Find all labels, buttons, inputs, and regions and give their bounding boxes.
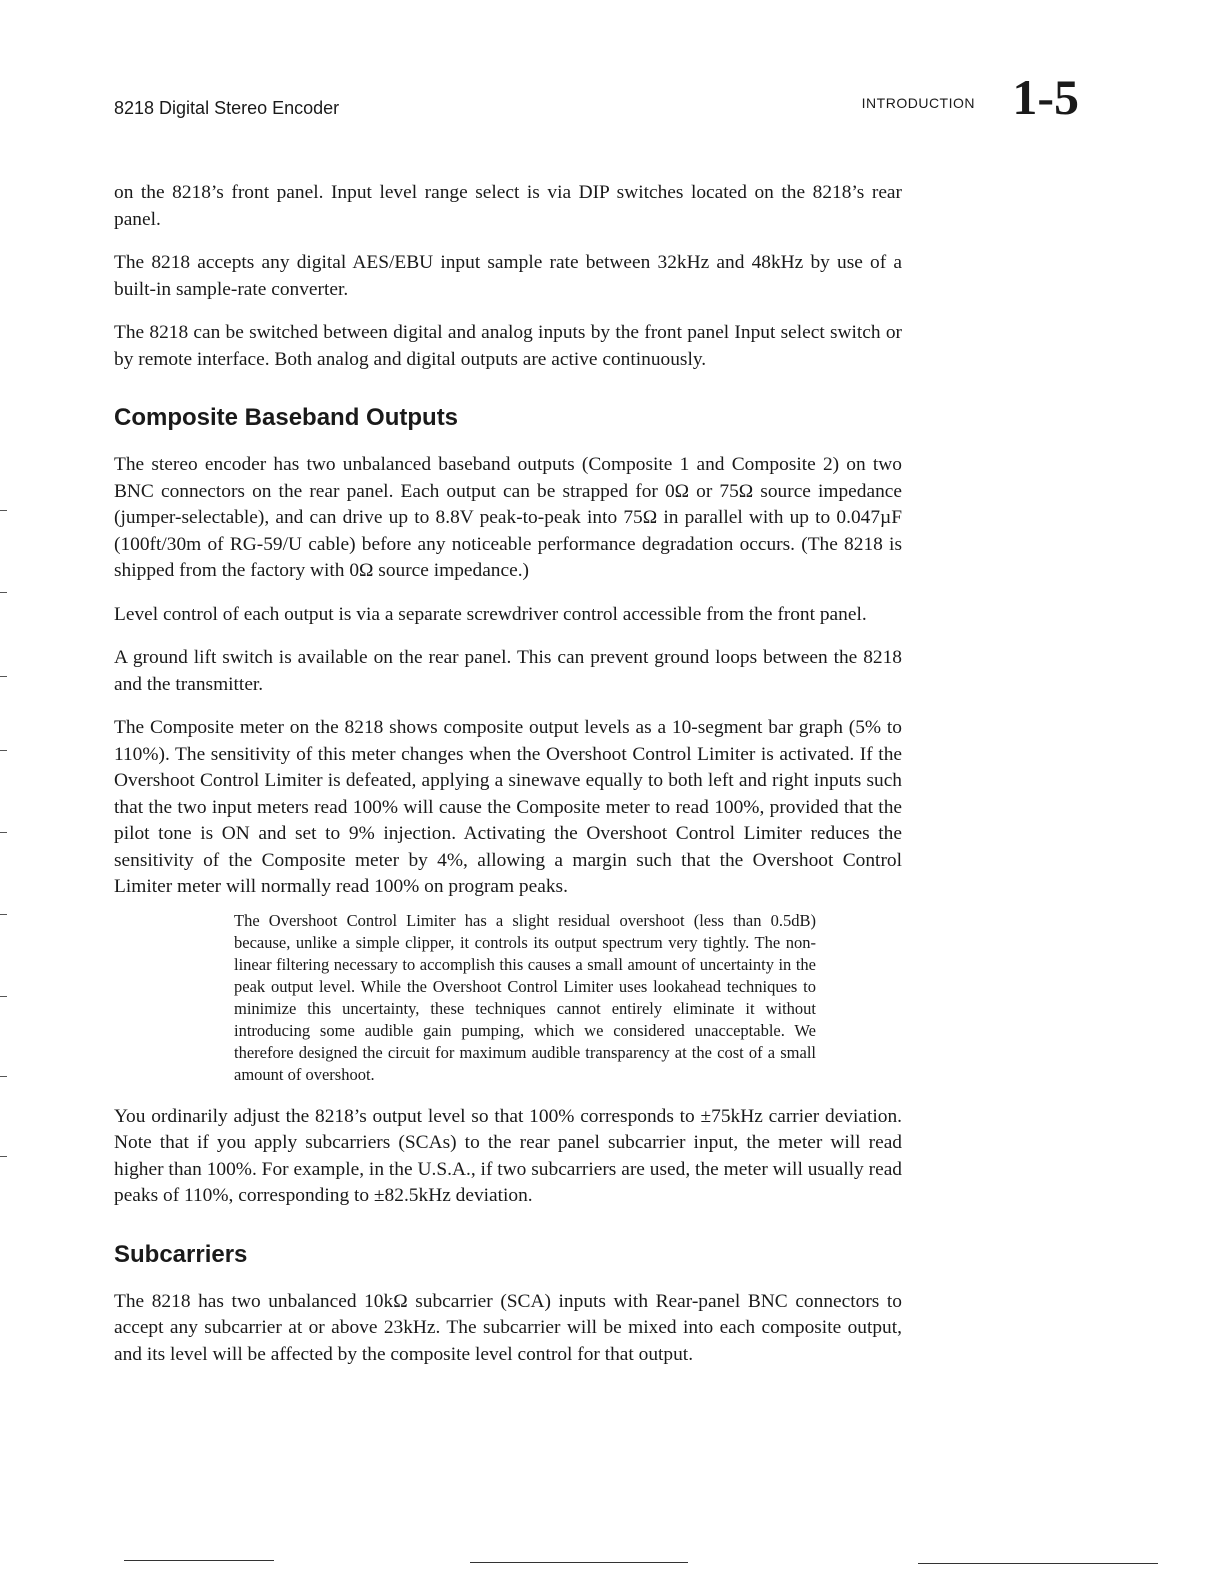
margin-tick [0,914,7,915]
intro-paragraph-3: The 8218 can be switched between digital and analog inputs by the front panel Input select switch or by remote interface. Both analog and digital outputs are active continuously. [114,322,902,370]
overshoot-note: The Overshoot Control Limiter has a slight residual overshoot (less than 0.5dB) because, unlike a simple clipper, it controls its output spectrum very tightly. The non-linear filtering necessary to accomplish this causes a small amount of uncertainty in the peak output level. While the Overshoot Control Limiter uses lookahead techniques to minimize this uncertainty, these techniques cannot entirely eliminate it without introducing some audible gain pumping, which we considered unacceptable. We therefore designed the circuit for maximum audible transparency at the cost of a small amount of overshoot. [234,910,816,1084]
composite-paragraph-1: The stereo encoder has two unbalanced baseband outputs (Composite 1 and Composite 2) on two BNC connectors on the rear panel. Each output can be strapped for 0Ω or 75Ω source impedance (jumper-selectable), and can drive up to 8.8V peak-to-peak into 75Ω in parallel with up to 0.047µF (100ft/30m of RG-59/U cable) before any noticeable performance degradation occurs. (The 8218 is shipped from the factory with 0Ω source impedance.) [114,454,902,581]
composite-heading: Composite Baseband Outputs [114,404,459,431]
intro-paragraph-2: The 8218 accepts any digital AES/EBU input sample rate between 32kHz and 48kHz by use of a built-in sample-rate converter. [114,252,902,300]
page-header [114,69,1079,128]
page-content [114,180,902,1385]
margin-tick [0,510,7,511]
composite-paragraph-3: A ground lift switch is available on the rear panel. This can prevent ground loops between the 8218 and the transmitter. [114,647,902,695]
page-number: 1-5 [1012,69,1079,125]
composite-paragraph-2: Level control of each output is via a separate screwdriver control accessible from the front panel. [114,603,867,625]
intro-paragraph-1: on the 8218’s front panel. Input level range select is via DIP switches located on the 8218’s rear panel. [114,182,902,230]
composite-paragraph-4: The Composite meter on the 8218 shows composite output levels as a 10-segment bar graph (5% to 110%). The sensitivity of this meter changes when the Overshoot Control Limiter is activated. If the Overshoot Control Limiter is defeated, applying a sinewave equally to both left and right inputs such that the two input meters read 100% will cause the Composite meter to read 100%, provided that the pilot tone is ON and set to 9% injection. Activating the Overshoot Control Limiter reduces the sensitivity of the Composite meter by 4%, allowing a margin such that the Overshoot Control Limiter meter will normally read 100% on program peaks. [114,717,902,897]
margin-tick [0,1076,7,1077]
margin-tick [0,592,7,593]
margin-tick [0,832,7,833]
section-label: INTRODUCTION [861,95,975,111]
footer-rule [470,1562,688,1563]
footer-rule [124,1560,274,1561]
margin-tick [0,1156,7,1157]
subcarriers-paragraph: The 8218 has two unbalanced 10kΩ subcarrier (SCA) inputs with Rear-panel BNC connectors to accept any subcarrier at or above 23kHz. The subcarrier will be mixed into each composite output, and its level will be affected by the composite level control for that output. [114,1290,902,1365]
margin-tick [0,676,7,677]
margin-tick [0,750,7,751]
subcarriers-heading: Subcarriers [114,1240,248,1268]
margin-tick [0,996,7,997]
document-title: 8218 Digital Stereo Encoder [114,98,340,118]
footer-rule [918,1563,1158,1564]
composite-paragraph-5: You ordinarily adjust the 8218’s output level so that 100% corresponds to ±75kHz carrier deviation. Note that if you apply subcarriers (SCAs) to the rear panel subcarrier input, the meter will read higher than 100%. For example, in the U.S.A., if two subcarriers are used, the meter will usually read peaks of 110%, corresponding to ±82.5kHz deviation. [114,1105,902,1206]
